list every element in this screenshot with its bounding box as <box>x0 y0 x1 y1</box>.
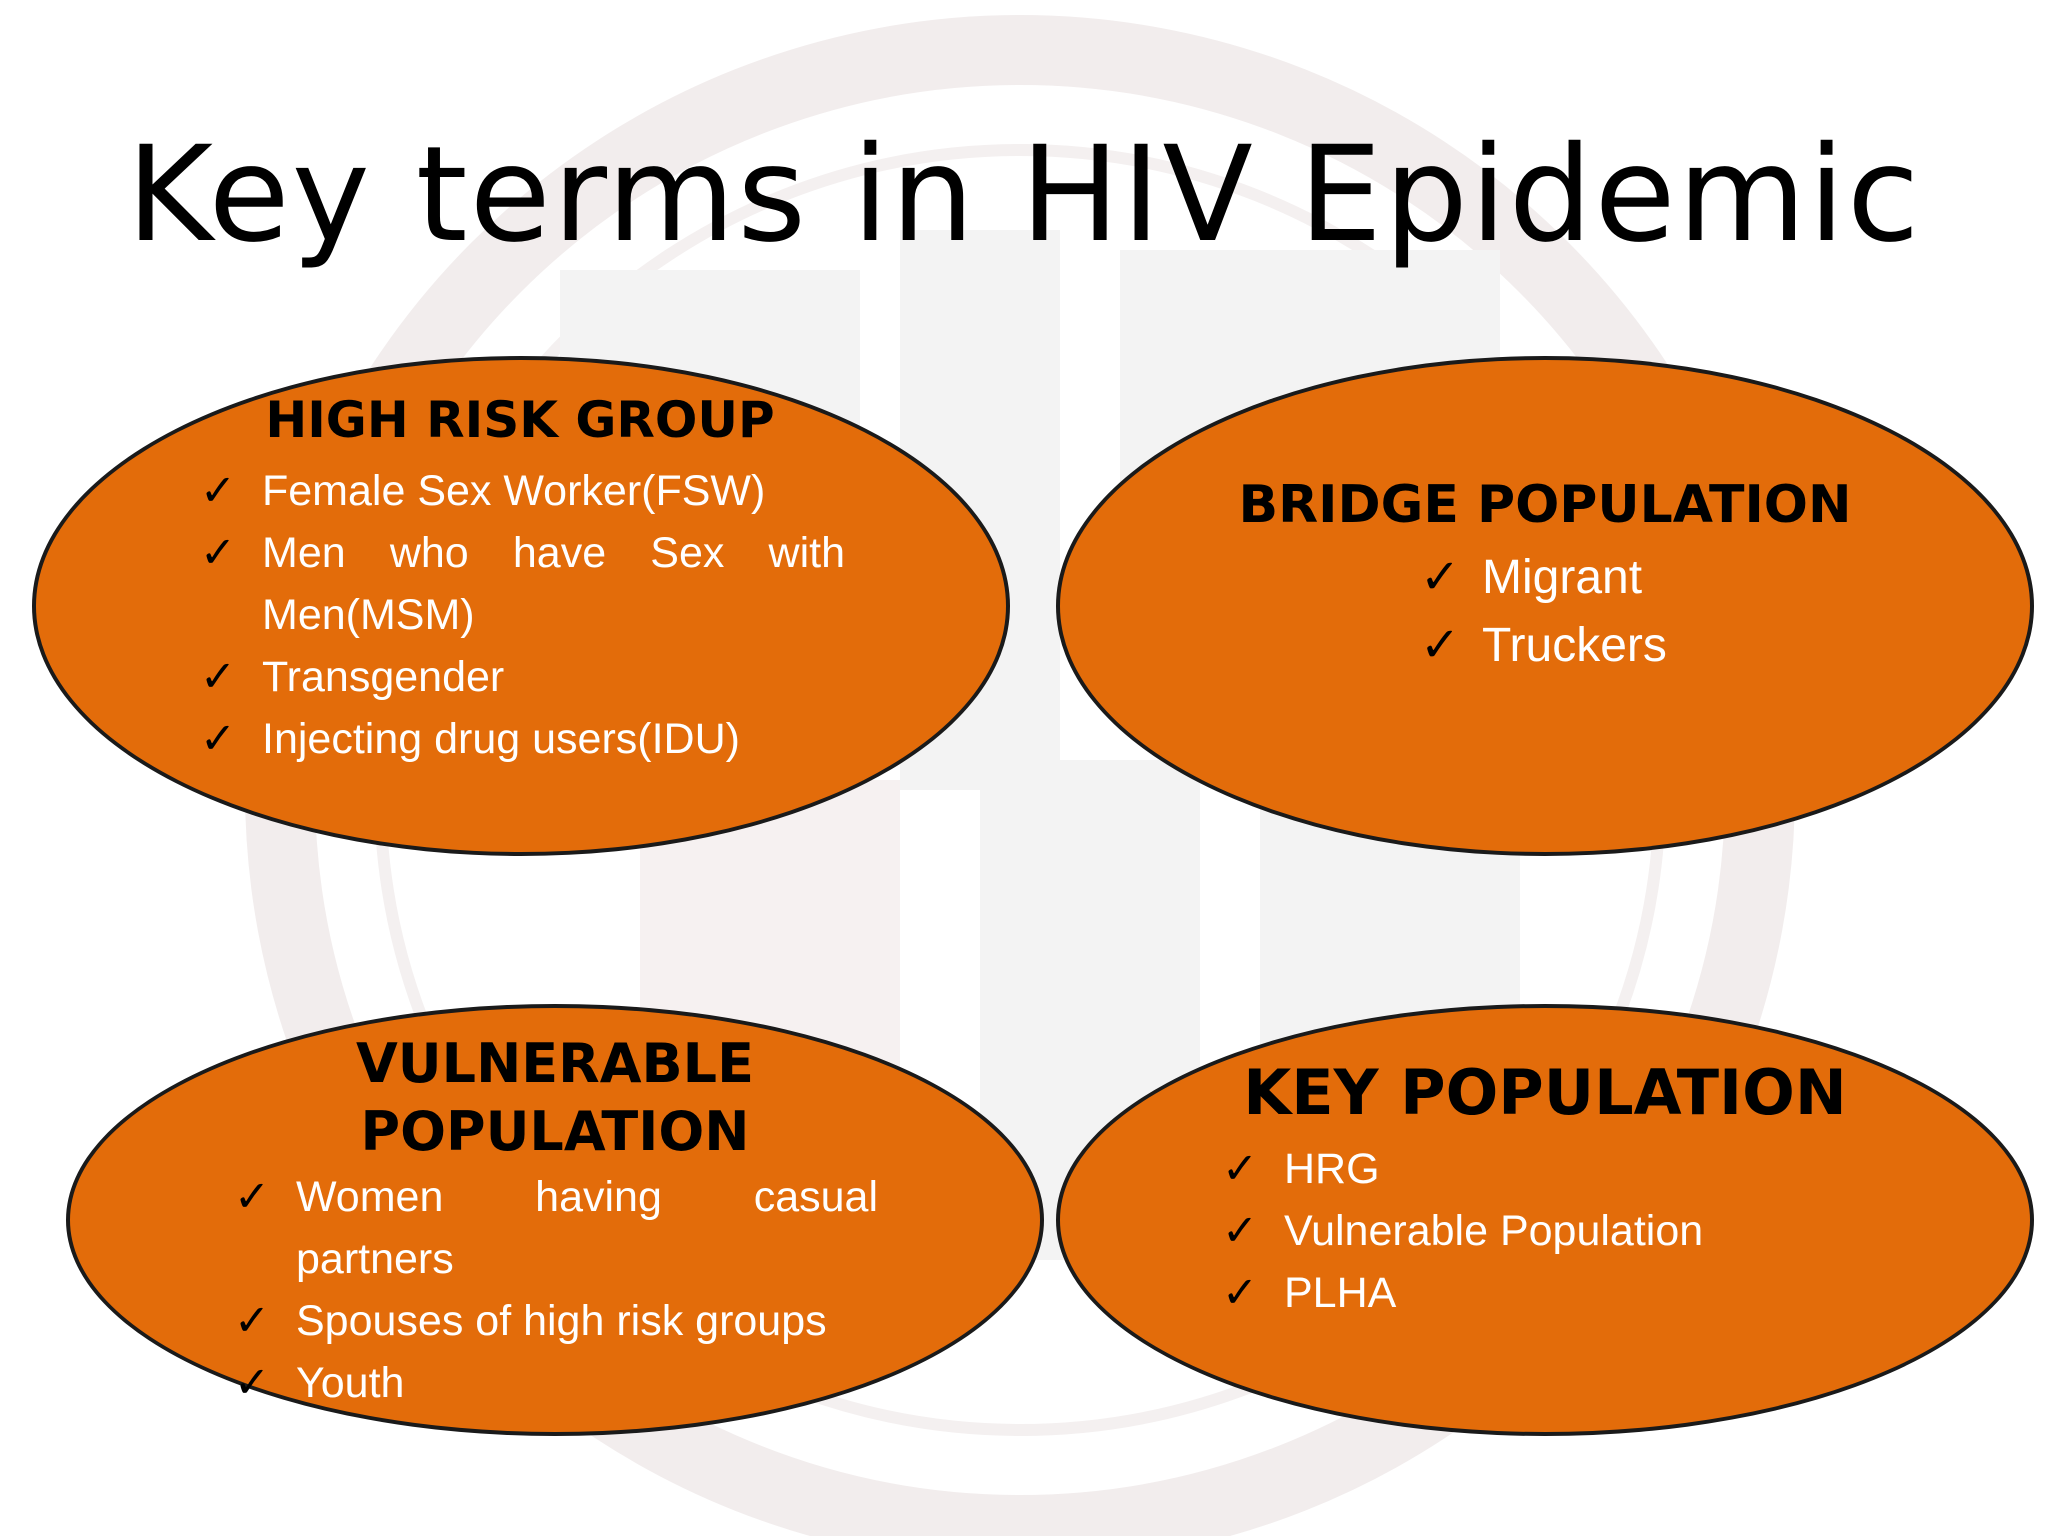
slide-title: Key terms in HIV Epidemic <box>126 118 1922 272</box>
check-icon: ✓ <box>234 1173 271 1221</box>
check-icon: ✓ <box>234 1359 271 1407</box>
vulnerable-population-list <box>234 1166 878 1414</box>
check-icon: ✓ <box>1222 1207 1259 1255</box>
bridge-population-heading: BRIDGE POPULATION <box>1238 475 1852 535</box>
list-item: ✓ Men who have Sex with Men(MSM) <box>200 522 845 646</box>
check-icon: ✓ <box>200 467 237 515</box>
list-item: ✓ Vulnerable Population <box>1222 1200 1822 1262</box>
check-icon: ✓ <box>200 529 237 577</box>
list-item: ✓ Transgender <box>200 646 845 708</box>
list-item: ✓ Migrant <box>1420 544 1780 612</box>
vulnerable-population-heading: VULNERABLE POPULATION <box>356 1032 754 1163</box>
list-item: ✓ Female Sex Worker(FSW) <box>200 460 845 522</box>
list-item: ✓ Youth <box>234 1352 878 1414</box>
list-item: ✓ Injecting drug users(IDU) <box>200 708 845 770</box>
bridge-population-list <box>1420 544 1780 680</box>
check-icon: ✓ <box>200 715 237 763</box>
key-population-list <box>1222 1138 1822 1324</box>
list-item: ✓ HRG <box>1222 1138 1822 1200</box>
list-item: ✓ Truckers <box>1420 612 1780 680</box>
high-risk-group-list <box>200 460 845 770</box>
list-item: ✓ Women having casual partners <box>234 1166 878 1290</box>
list-item: ✓ Spouses of high risk groups <box>234 1290 878 1352</box>
check-icon: ✓ <box>1420 551 1461 604</box>
high-risk-group-heading: HIGH RISK GROUP <box>265 391 775 449</box>
check-icon: ✓ <box>1222 1269 1259 1317</box>
list-item: ✓ PLHA <box>1222 1262 1822 1324</box>
check-icon: ✓ <box>234 1297 271 1345</box>
check-icon: ✓ <box>1420 619 1461 672</box>
check-icon: ✓ <box>200 653 237 701</box>
key-population-heading: KEY POPULATION <box>1243 1056 1847 1129</box>
check-icon: ✓ <box>1222 1145 1259 1193</box>
